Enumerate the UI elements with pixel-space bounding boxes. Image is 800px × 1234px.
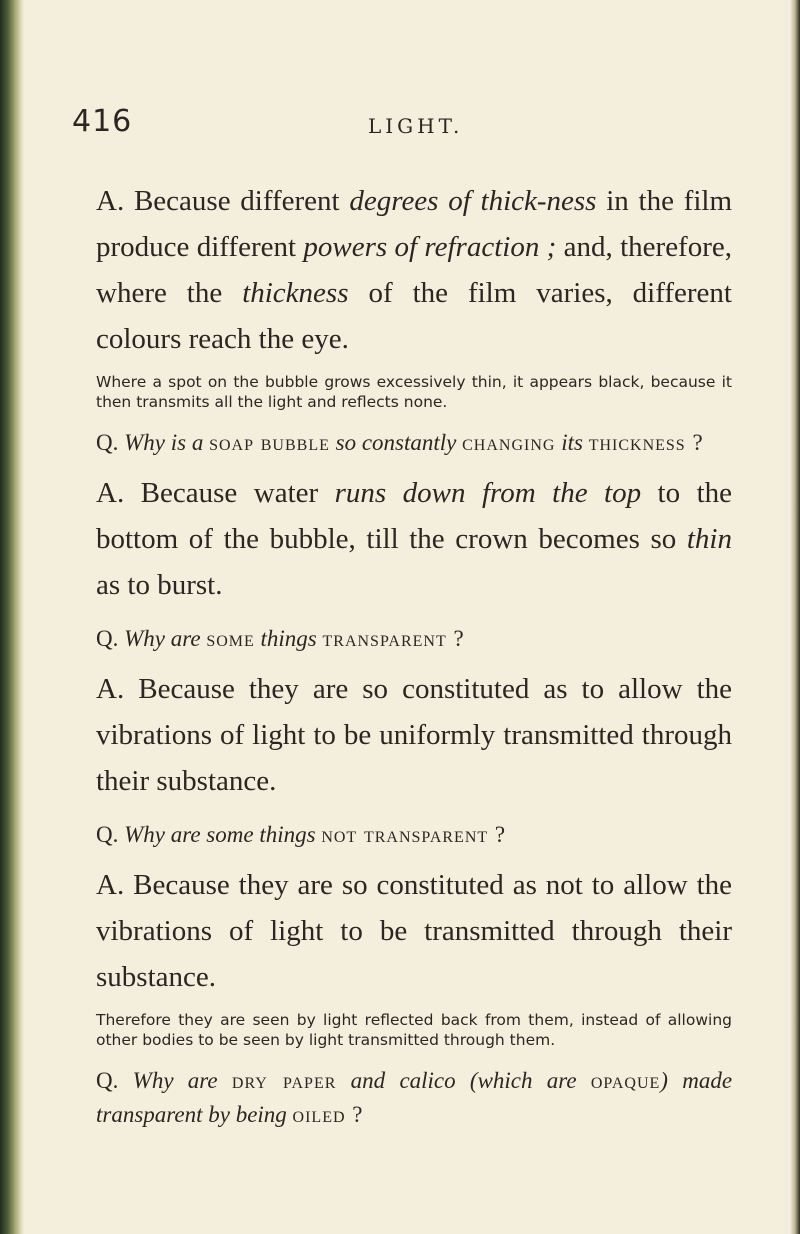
running-head: LIGHT. bbox=[368, 114, 464, 138]
page-edge bbox=[790, 0, 800, 1234]
book-page bbox=[72, 104, 732, 1132]
question-not-transparent: Q. Why are some things not transparent ? bbox=[96, 822, 507, 847]
answer-thickness: A. Because different degrees of thick-ness in the film produce different powers of refraction ; and, therefore, where the thickness of the film varies, different colours reach the eye. bbox=[96, 185, 733, 355]
binding-edge bbox=[0, 0, 24, 1234]
question-soap-bubble: Q. Why is a soap bubble so constantly changing its thickness ? bbox=[96, 430, 704, 455]
question-transparent: Q. Why are some things transparent ? bbox=[96, 626, 465, 651]
note-black-spot: Where a spot on the bubble grows excessively thin, it appears black, because it then transmits all the light and reflects none. bbox=[96, 373, 732, 411]
answer-not-transparent: A. Because they are so constituted as not to allow the vibrations of light to be transmitted through their substance. bbox=[96, 869, 732, 993]
page-header bbox=[72, 104, 732, 156]
note-reflected-light: Therefore they are seen by light reflected back from them, instead of allowing other bodies to be seen by light transmitted through them. bbox=[96, 1011, 732, 1049]
page-number: 416 bbox=[72, 104, 133, 139]
answer-soap-bubble: A. Because water runs down from the top to the bottom of the bubble, till the crown becomes so thin as to burst. bbox=[96, 477, 733, 601]
question-oiled-paper: Q. Why are dry paper and calico (which are opaque) made transparent by being oiled ? bbox=[96, 1068, 733, 1127]
answer-transparent: A. Because they are so constituted as to allow the vibrations of light to be uniformly transmitted through their substance. bbox=[96, 673, 733, 797]
